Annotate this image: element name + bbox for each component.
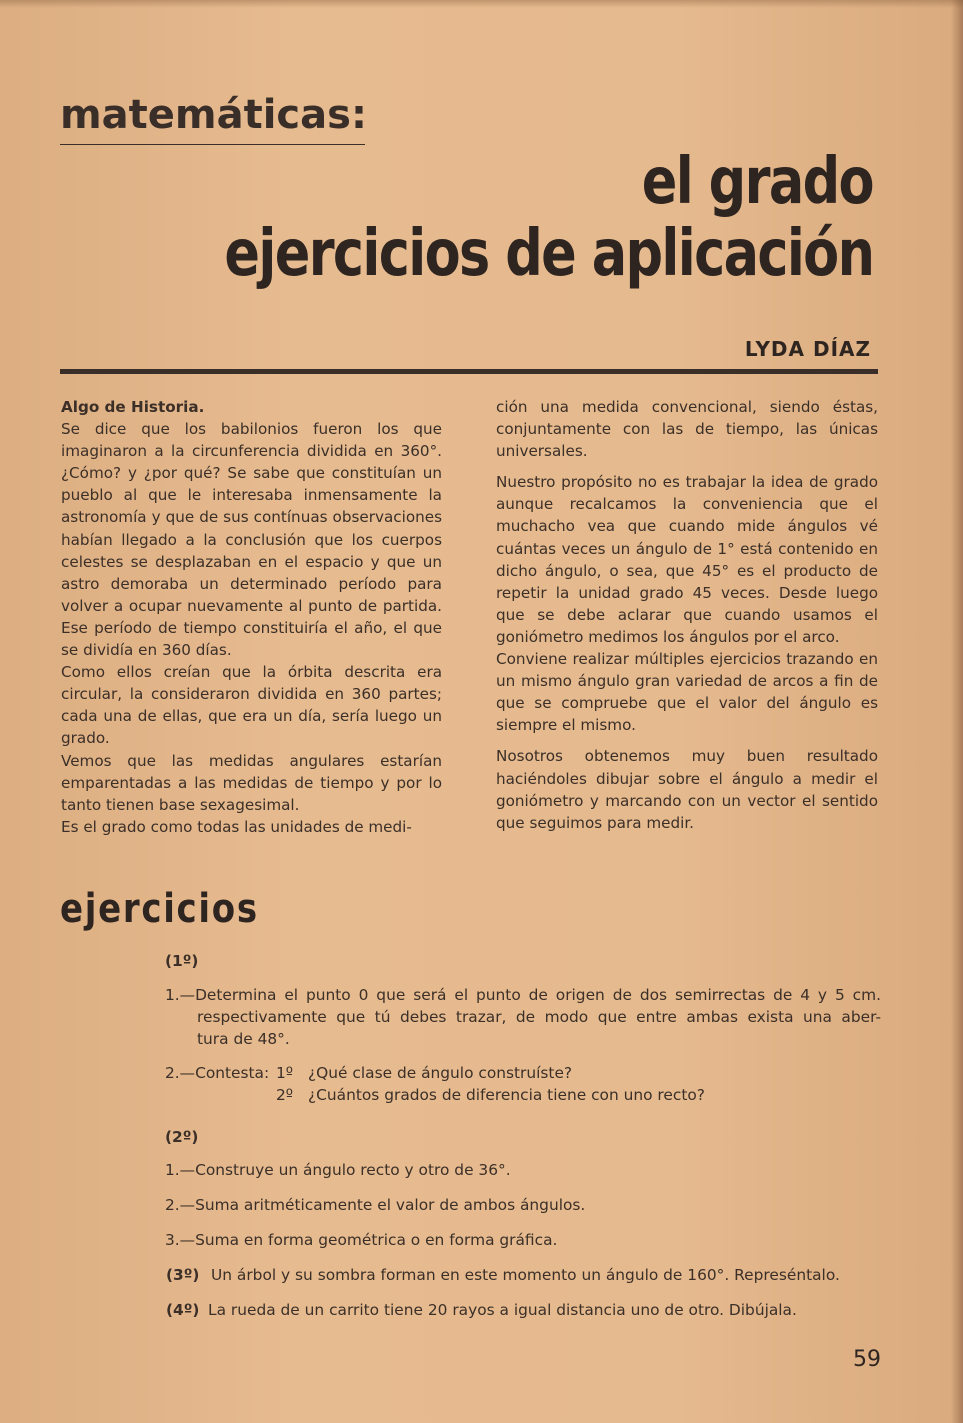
question-number: 1º: [276, 1064, 294, 1082]
paragraph: Como ellos creían que la órbita descrita era circular, la consideraron dividida en 360 partes; cada una de ellas, que era un día, sería luego un grado.: [61, 663, 442, 748]
author-name: LYDA DÍAZ: [744, 337, 871, 361]
kicker-underline: [60, 144, 365, 145]
question-text: ¿Qué clase de ángulo construíste?: [308, 1064, 573, 1082]
title-line-2: ejercicios de aplicación: [224, 217, 873, 291]
page-right-edge: [951, 0, 963, 1423]
group-2-label: (2º): [165, 1128, 199, 1146]
exercise-2-1: 1.—Construye un ángulo recto y otro de 36°.: [165, 1161, 511, 1179]
paragraph: Vemos que las medidas angulares estarían emparentadas a las medidas de tiempo y por lo tanto tienen base sexagesimal.: [61, 751, 442, 814]
group-4-label: (4º): [166, 1301, 200, 1319]
exercise-4-text: La rueda de un carrito tiene 20 rayos a igual distancia uno de otro. Dibújala.: [208, 1301, 797, 1319]
article-column-left: [61, 396, 442, 838]
question-number: 2º: [276, 1086, 294, 1104]
exercise-text: 1.—Determina el punto 0 que será el punto de origen de dos semirrectas de 4 y 5 cm.: [165, 986, 881, 1004]
exercise-1-1: [165, 984, 881, 1050]
exercise-1-2-prefix: 2.—Contesta:: [165, 1064, 270, 1082]
paragraph: ción una medida convencional, siendo éstas, conjuntamente con las de tiempo, las únicas universales.: [496, 398, 878, 461]
paragraph: Conviene realizar múltiples ejercicios trazando en un mismo ángulo gran variedad de arcos a fin de que se compruebe que el valor del ángulo es siempre el mismo.: [496, 650, 878, 735]
exercise-text: tura de 48°.: [197, 1030, 290, 1048]
page-top-edge: [0, 0, 963, 8]
group-3-label: (3º): [166, 1266, 200, 1284]
exercise-3-text: Un árbol y su sombra forman en este momento un ángulo de 160°. Represéntalo.: [211, 1266, 840, 1284]
section-kicker: matemáticas:: [60, 92, 367, 138]
exercise-2-3: 3.—Suma en forma geométrica o en forma gráfica.: [165, 1231, 558, 1249]
question-text: ¿Cuántos grados de diferencia tiene con uno recto?: [308, 1086, 705, 1104]
article-column-right: [496, 396, 878, 834]
paragraph: Nuestro propósito no es trabajar la idea de grado aunque recalcamos la conveniencia que el muchacho vea que cuando mide ángulos vé cuántas veces un ángulo de 1° está contenido en dicho ángulo, o sea, que 45° es el producto de repetir la unidad grado 45 veces. Desde luego que se debe aclarar que cuando usamos el goniómetro medimos los ángulos por el arco.: [496, 473, 878, 646]
exercise-text: respectivamente que tú debes trazar, de modo que entre ambas exista una aber-: [197, 1008, 881, 1026]
exercises-heading: ejercicios: [60, 886, 259, 932]
title-line-1: el grado: [641, 145, 873, 219]
group-1-label: (1º): [165, 952, 199, 970]
paragraph: Se dice que los babilonios fueron los que imaginaron a la circunferencia dividida en 360°. ¿Cómo? y ¿por qué? Se sabe que constituían un pueblo al que le interesaba inmensamente la astronomía y que de sus contínuas observaciones habían llegado a la conclusión que los cuerpos celestes se desplazaban en el espacio y que un astro demoraba un determinado período para volver a ocupar nuevamente al punto de partida. Ese período de tiempo constituiría el año, el que se dividía en 360 días.: [61, 420, 442, 660]
paragraph: Nosotros obtenemos muy buen resultado haciéndoles dibujar sobre el ángulo a medir el goniómetro y marcando con un vector el sentido que seguimos para medir.: [496, 747, 878, 832]
page-number: 59: [853, 1347, 881, 1372]
exercise-2-2: 2.—Suma aritméticamente el valor de ambos ángulos.: [165, 1196, 586, 1214]
paragraph: Es el grado como todas las unidades de medi-: [61, 817, 412, 836]
history-subhead: Algo de Historia.: [61, 398, 205, 416]
header-rule: [60, 369, 878, 374]
